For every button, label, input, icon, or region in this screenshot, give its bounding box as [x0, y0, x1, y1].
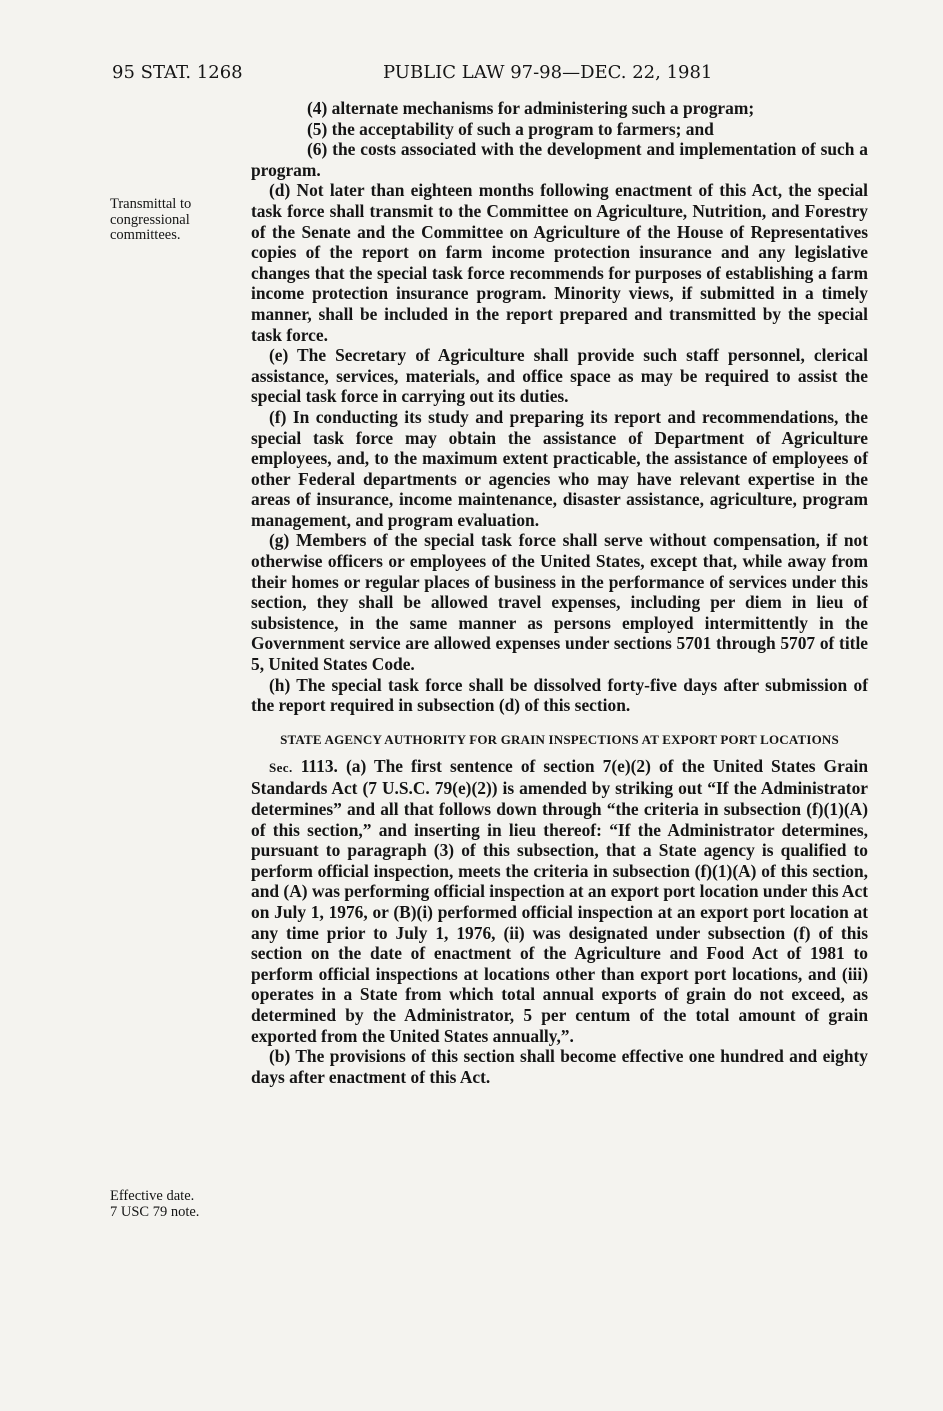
paragraph-item-5: (5) the acceptability of such a program to farmers; and [307, 118, 714, 139]
subsection-f: (f) In conducting its study and preparing its report and recommendations, the special task force may obtain the assistance of Department of Agriculture employees, and, to the maximum extent practicable, the assistance of employees of other Federal departments or agencies who may have relevant expertise in the areas of insurance, income maintenance, disaster assistance, agriculture, program management, and program evaluation. [251, 406, 868, 530]
subsection-e: (e) The Secretary of Agriculture shall provide such staff personnel, clerical assistance, services, materials, and office space as may be required to assist the special task force in carrying out its duties. [251, 345, 868, 407]
subsection-h: (h) The special task force shall be dissolved forty-five days after submission of the report required in subsection (d) of this section. [251, 674, 868, 716]
section-1113-a [251, 756, 868, 1046]
subsection-d: (d) Not later than eighteen months following enactment of this Act, the special task force shall transmit to the Committee on Agriculture, Nutrition, and Forestry of the Senate and the Committee on Agriculture of the House of Representatives copies of the report on farm income protection insurance and any legislative changes that the special task force recommends for purposes of establishing a farm income protection insurance program. Minority views, if submitted in a timely manner, shall be included in the report prepared and transmitted by the special task force. [251, 180, 868, 345]
margin-note-line: Effective date. [110, 1188, 195, 1204]
margin-note-line: Transmittal to [110, 196, 192, 212]
margin-note-transmittal [110, 197, 235, 244]
margin-note-line: 7 USC 79 note. [110, 1203, 200, 1220]
section-label: Sec. [269, 759, 293, 775]
margin-note-effective-date [110, 1189, 235, 1220]
public-law-title: PUBLIC LAW 97-98—DEC. 22, 1981 [383, 62, 713, 83]
stat-page-number: 95 STAT. 1268 [112, 62, 243, 83]
margin-note-line: committees. [110, 227, 181, 243]
section-heading: STATE AGENCY AUTHORITY FOR GRAIN INSPECTIONS AT EXPORT PORT LOCATIONS [280, 731, 839, 747]
subsection-g: (g) Members of the special task force shall serve without compensation, if not otherwise officers or employees of the United States, except that, while away from their homes or regular places of business in the performance of services under this section, they shall be allowed travel expenses, including per diem in lieu of subsistence, in the same manner as persons employed intermittently in the Government service are allowed expenses under sections 5701 through 5707 of title 5, United States Code. [251, 530, 868, 675]
section-1113-a-text: 1113. (a) The first sentence of section 7(e)(2) of the United States Grain Standards Act (7 U.S.C. 79(e)(2)) is amended by striking out “If the Administrator determines” and all that follows down through “the criteria in subsection (f)(1)(A) of this section,” and inserting in lieu thereof: “If the Administrator determines, pursuant to paragraph (3) of this subsection, that a State agency is qualified to perform official inspection, meets the criteria in subsection (f)(1)(A) of this section, and (A) was performing official inspection at an export port location under this Act on July 1, 1976, or (B)(i) performed official inspection at an export port location at any time prior to July 1, 1976, (ii) was designated under subsection (f) of this section on the date of enactment of the Agriculture and Food Act of 1981 to perform official inspections at locations other than export port locations, and (iii) operates in a State from which total annual exports of grain do not exceed, as determined by the Administrator, 5 per centum of the total amount of grain exported from the United States annually,”. [251, 755, 868, 1046]
paragraph-item-4: (4) alternate mechanisms for administering such a program; [307, 98, 755, 118]
page-header [0, 62, 943, 86]
section-1113-b: (b) The provisions of this section shall become effective one hundred and eighty days after enactment of this Act. [251, 1046, 868, 1087]
margin-note-line: congressional [110, 211, 190, 228]
statute-text [251, 98, 868, 1087]
paragraph-item-6: (6) the costs associated with the development and implementation of such a program. [251, 139, 868, 180]
